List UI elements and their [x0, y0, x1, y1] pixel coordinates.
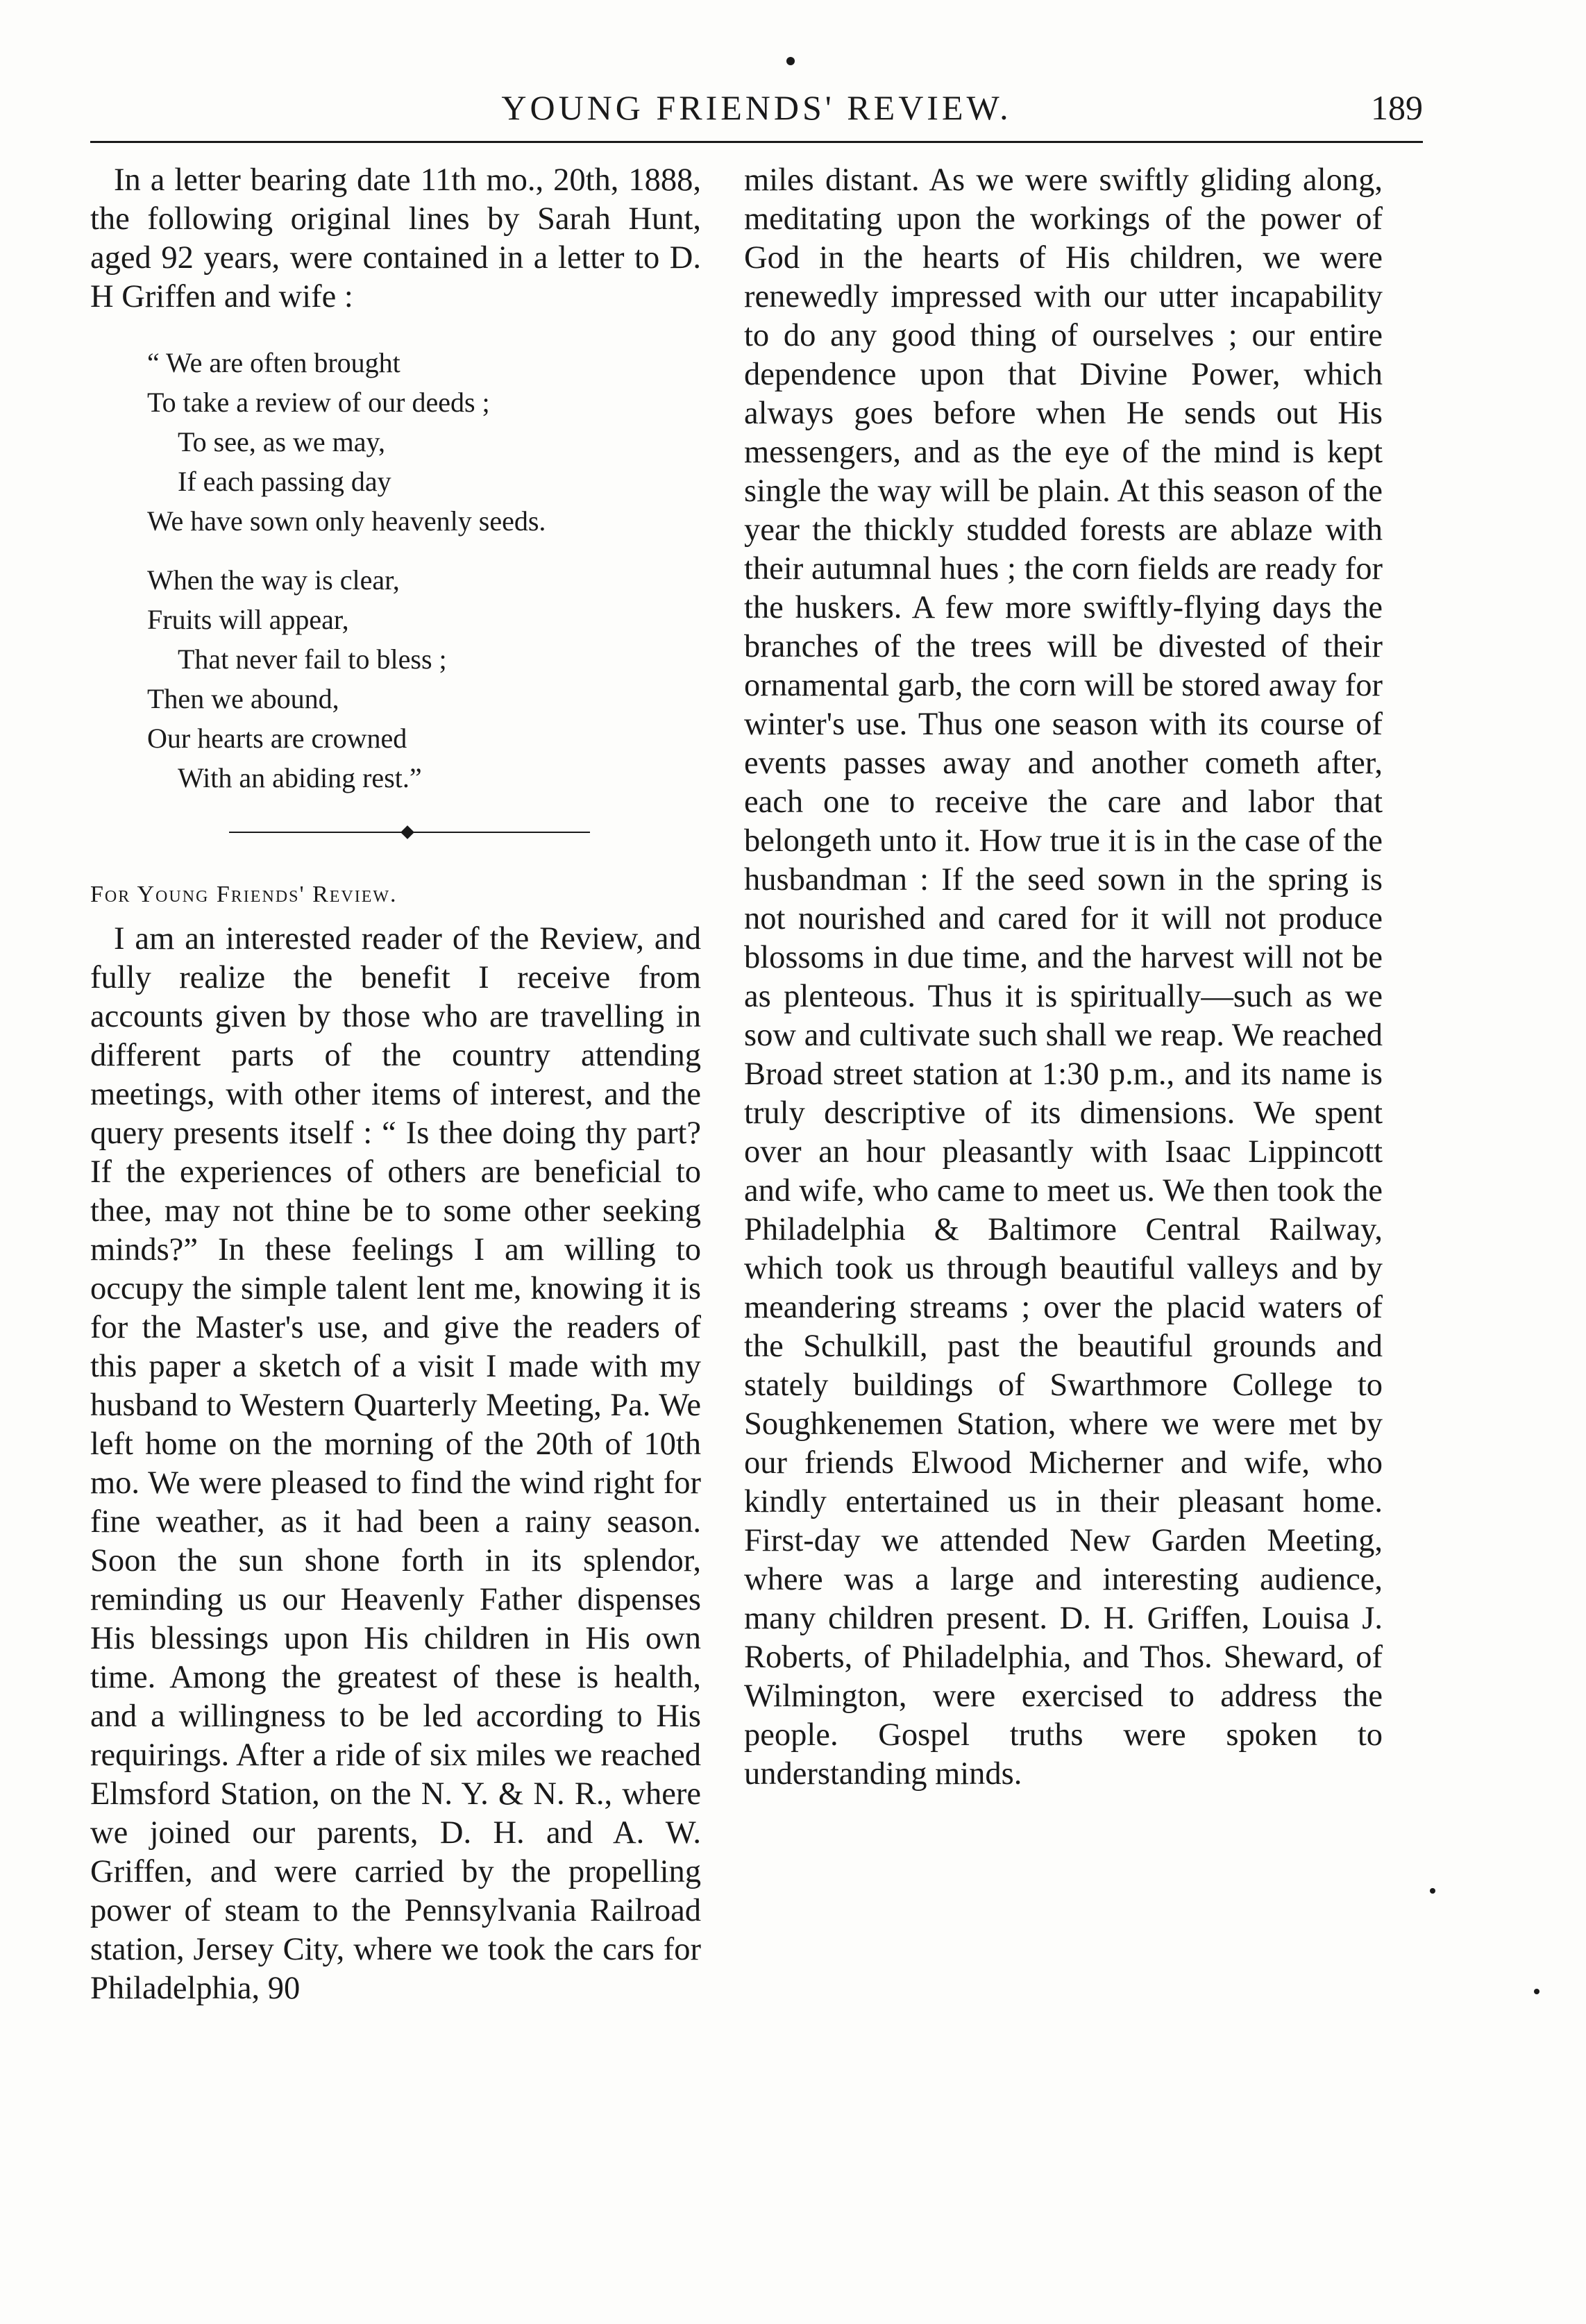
source-line: For Young Friends' Review. — [90, 882, 398, 907]
poem-line: Then we abound, — [147, 683, 339, 714]
poem-line: To see, as we may, — [178, 426, 385, 457]
poem-line: When the way is clear, — [147, 564, 400, 596]
poem-line: “ We are often brought — [147, 347, 400, 378]
poem-line: With an abiding rest.” — [178, 762, 422, 793]
poem-line: If each passing day — [178, 466, 391, 497]
page-header — [90, 78, 1423, 140]
page-number: 189 — [1371, 88, 1423, 127]
poem-stanza-2 — [147, 560, 701, 798]
intro-paragraph: In a letter bearing date 11th mo., 20th, 1888, the following original lines by Sarah Hunt, aged 92 years, were contained in a letter to D. H Griffen and wife : — [90, 162, 701, 314]
header-rule — [90, 141, 1423, 143]
margin-speck — [1534, 1989, 1539, 1994]
poem — [147, 343, 701, 798]
right-column — [744, 161, 1383, 1794]
running-title: YOUNG FRIENDS' REVIEW. — [501, 88, 1012, 127]
left-column — [90, 161, 701, 2008]
continued-paragraph: miles distant. As we were swiftly gliding along, meditating upon the workings of the power of God in the hearts of His children, we were renewedly impressed with our utter incapability to do any good thing of ourselves ; our entire dependence upon that Divine Power, which always goes before when He sends out His messengers, and as the eye of the mind is kept single the way will be plain. At this season of the year the thickly studded forests are ablaze with their autumnal hues ; the corn fields are ready for the huskers. A few more swiftly-flying days the branches of the trees will be divested of their ornamental garb, the corn will be stored away for winter's use. Thus one season with its course of events passes away and another cometh after, each one to receive the care and labor that belongeth unto it. How true it is in the case of the husbandman : If the seed sown in the spring is not nourished and cared for it will not produce blossoms in due time, and the harvest will not be as plenteous. Thus it is spiritually—such as we sow and cultivate such shall we reap. We reached Broad street station at 1:30 p.m., and its name is truly descriptive of its dimensions. We spent over an hour pleasantly with Isaac Lippincott and wife, who came to meet us. We then took the Philadelphia & Baltimore Central Railway, which took us through beautiful valleys and by meandering streams ; over the placid waters of the Schulkill, past the beautiful grounds and stately buildings of Swarthmore College to Soughkenemen Station, where we were met by our friends Elwood Micherner and wife, who kindly entertained us in their pleasant home. First-day we attended New Garden Meeting, where was a large and interesting audience, many children present. D. H. Griffen, Louisa J. Roberts, of Philadelphia, and Thos. Sheward, of Wilmington, were exercised to address the people. Gospel truths were spoken to understanding minds. — [744, 162, 1383, 1792]
poem-stanza-1 — [147, 343, 701, 541]
poem-line: We have sown only heavenly seeds. — [147, 505, 546, 537]
poem-line: That never fail to bless ; — [178, 643, 447, 675]
section-divider — [229, 825, 590, 839]
margin-speck — [1430, 1888, 1435, 1894]
divider-ornament — [400, 825, 414, 839]
printer-mark — [786, 57, 795, 65]
poem-line: Fruits will appear, — [147, 604, 349, 635]
poem-line: To take a review of our deeds ; — [147, 387, 490, 418]
poem-line: Our hearts are crowned — [147, 723, 407, 754]
letter-paragraph: I am an interested reader of the Review, and fully realize the benefit I receive from accounts given by those who are travelling in different parts of the country attending meetings, with other items of interest, and the query presents itself : “ Is thee doing thy part? If the experiences of others are beneficial to thee, may not thine be to some other seeking minds?” In these feelings I am willing to occupy the simple talent lent me, knowing it is for the Master's use, and give the readers of this paper a sketch of a visit I made with my husband to Western Quarterly Meeting, Pa. We left home on the morning of the 20th of 10th mo. We were pleased to find the wind right for fine weather, as it had been a rainy season. Soon the sun shone forth in its splendor, reminding us our Heavenly Father dispenses His blessings upon His children in His own time. Among the greatest of these is health, and a willingness to be led according to His requirings. After a ride of six miles we reached Elmsford Station, on the N. Y. & N. R., where we joined our parents, D. H. and A. W. Griffen, and were carried by the propelling power of steam to the Pennsylvania Railroad station, Jersey City, where we took the cars for Philadelphia, 90 — [90, 921, 701, 2006]
